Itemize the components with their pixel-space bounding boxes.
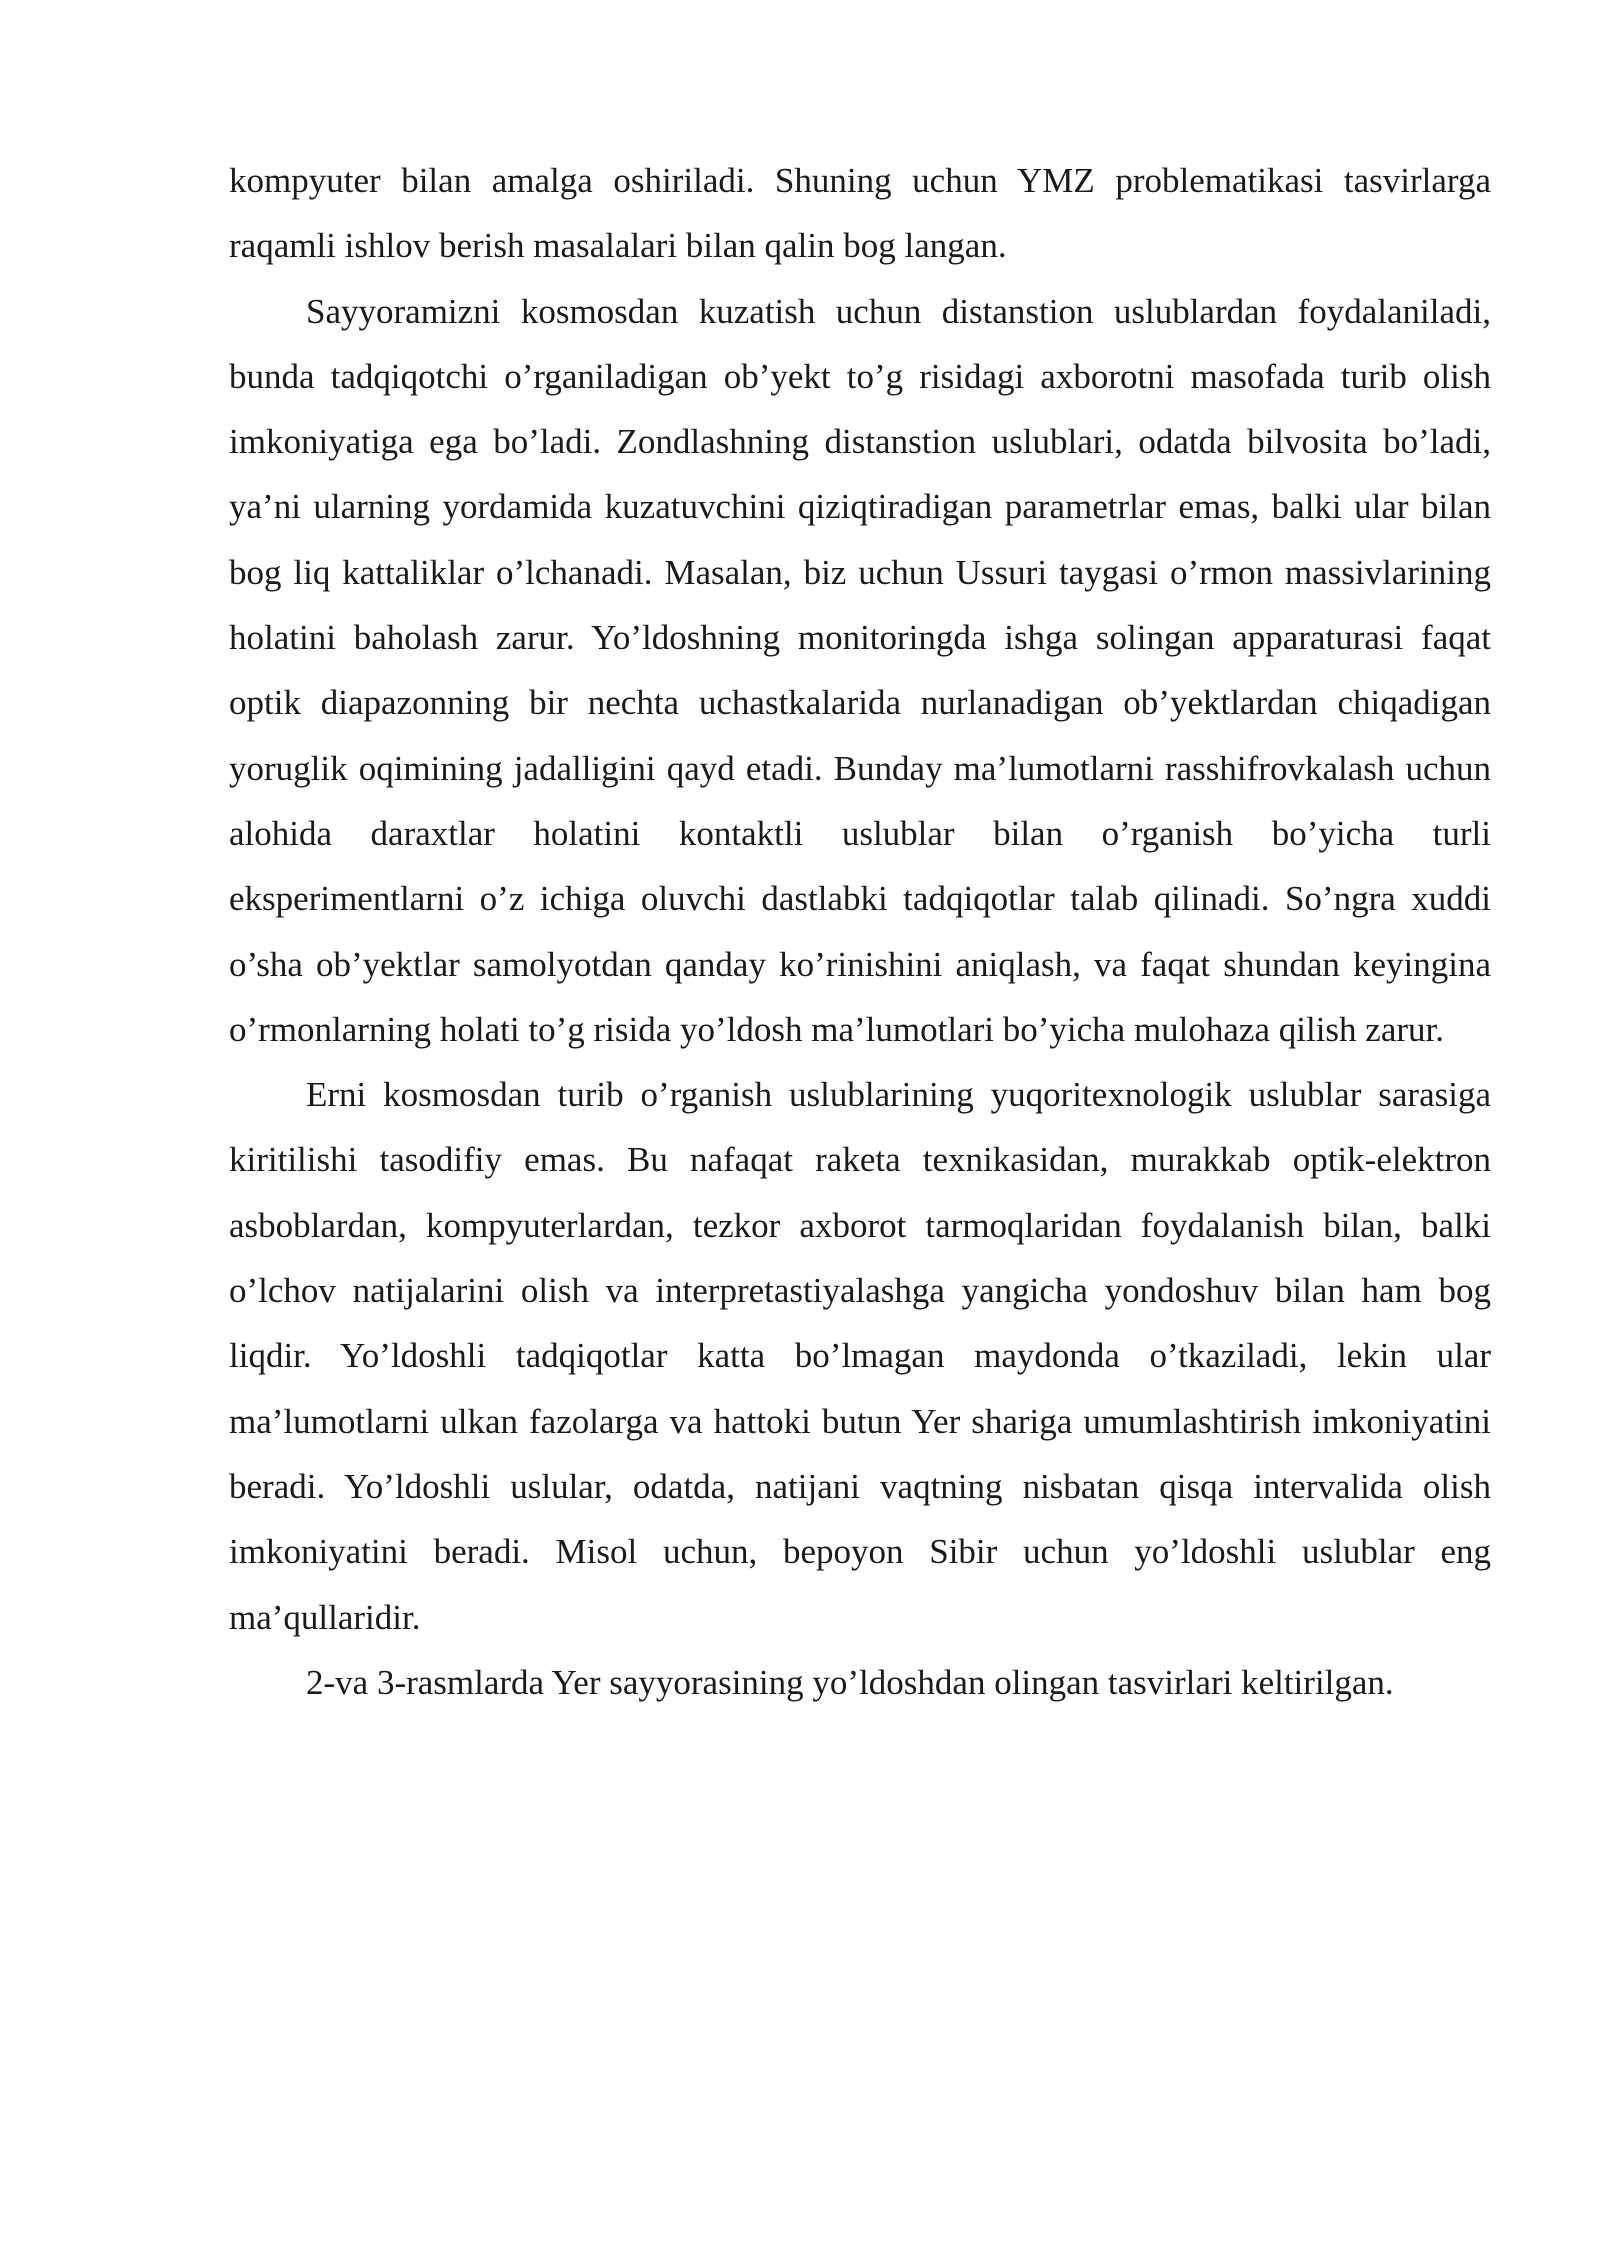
- paragraph-figure-reference: 2-va 3-rasmlarda Yer sayyorasining yo’ldoshdan olingan tasvirlari keltirilgan.: [306, 1662, 1394, 1702]
- paragraph-space-study: Erni kosmosdan turib o’rganish uslublarining yuqoritexnologik uslublar sarasiga kiritilishi tasodifiy emas. Bu nafaqat raketa texnikasidan, murakkab optik-elektron asboblardan, kompyuterlardan, tezkor axborot tarmoqlaridan foydalanish bilan, balki o’lchov natijalarini olish va interpretastiyalashga yangicha yondoshuv bilan ham bog liqdir. Yo’ldoshli tadqiqotlar katta bo’lmagan maydonda o’tkaziladi, lekin ular ma’lumotlarni ulkan fazolarga va hattoki butun Yer shariga umumlashtirish imkoniyatini beradi. Yo’ldoshli uslular, odatda, natijani vaqtning nisbatan qisqa intervalida olish imkoniyatini beradi. Misol uchun, bepoyon Sibir uchun yo’ldoshli uslublar eng ma’qullaridir.: [229, 1075, 1491, 1637]
- paragraph-continuation: kompyuter bilan amalga oshiriladi. Shuning uchun YMZ problematikasi tasvirlarga raqamli ishlov berish masalalari bilan qalin bog langan.: [229, 161, 1491, 266]
- document-body: [229, 148, 1491, 1715]
- paragraph-remote-sensing: Sayyoramizni kosmosdan kuzatish uchun distanstion uslublardan foydalaniladi, bunda tadqiqotchi o’rganiladigan ob’yekt to’g risidagi axborotni masofada turib olish imkoniyatiga ega bo’ladi. Zondlashning distanstion uslublari, odatda bilvosita bo’ladi, ya’ni ularning yordamida kuzatuvchini qiziqtiradigan parametrlar emas, balki ular bilan bog liq kattaliklar o’lchanadi. Masalan, biz uchun Ussuri taygasi o’rmon massivlarining holatini baholash zarur. Yo’ldoshning monitoringda ishga solingan apparaturasi faqat optik diapazonning bir nechta uchastkalarida nurlanadigan ob’yektlardan chiqadigan yoruglik oqimining jadalligini qayd etadi. Bunday ma’lumotlarni rasshifrovkalash uchun alohida daraxtlar holatini kontaktli uslublar bilan o’rganish bo’yicha turli eksperimentlarni o’z ichiga oluvchi dastlabki tadqiqotlar talab qilinadi. So’ngra xuddi o’sha ob’yektlar samolyotdan qanday ko’rinishini aniqlash, va faqat shundan keyingina o’rmonlarning holati to’g risida yo’ldosh ma’lumotlari bo’yicha mulohaza qilish zarur.: [229, 291, 1491, 1049]
